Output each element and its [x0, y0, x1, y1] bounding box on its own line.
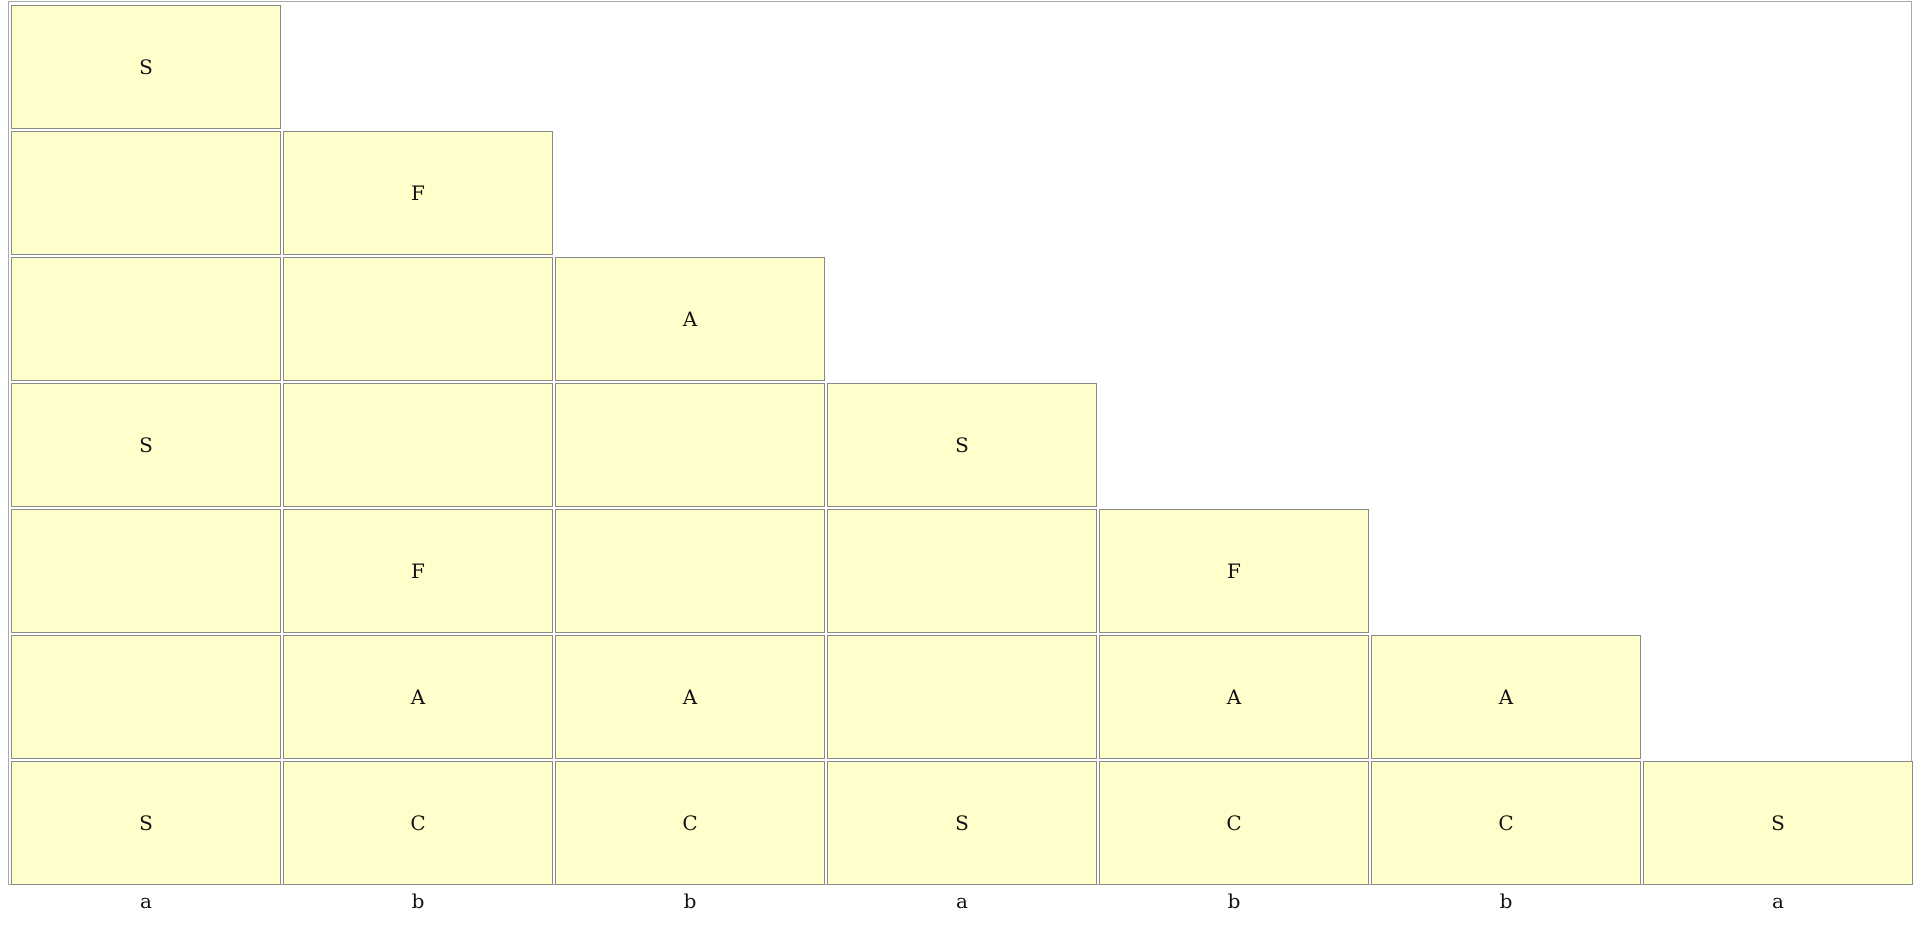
- table-cell-r4-c3: [555, 383, 825, 507]
- table-cell-r3-c3: A: [555, 257, 825, 381]
- table-cell-r7-c1: S: [11, 761, 281, 885]
- table-cell-r6-c2: A: [283, 635, 553, 759]
- table-cell-r6-c4: [827, 635, 1097, 759]
- table-cell-r6-c3: A: [555, 635, 825, 759]
- input-symbol-7: a: [1772, 889, 1784, 913]
- table-cell-r6-c1: [11, 635, 281, 759]
- table-cell-r7-c5: C: [1099, 761, 1369, 885]
- table-cell-r2-c1: [11, 131, 281, 255]
- table-cell-r7-c6: C: [1371, 761, 1641, 885]
- input-symbol-5: b: [1227, 889, 1241, 913]
- table-cell-r3-c2: [283, 257, 553, 381]
- table-cell-r1-c1: S: [11, 5, 281, 129]
- input-symbol-1: a: [140, 889, 152, 913]
- input-symbol-2: b: [411, 889, 425, 913]
- table-cell-r4-c4: S: [827, 383, 1097, 507]
- table-cell-r5-c2: F: [283, 509, 553, 633]
- table-cell-r4-c1: S: [11, 383, 281, 507]
- table-cell-r5-c3: [555, 509, 825, 633]
- table-cell-r7-c4: S: [827, 761, 1097, 885]
- table-cell-r5-c4: [827, 509, 1097, 633]
- table-cell-r5-c5: F: [1099, 509, 1369, 633]
- table-cell-r6-c5: A: [1099, 635, 1369, 759]
- input-symbol-6: b: [1499, 889, 1513, 913]
- table-cell-r6-c6: A: [1371, 635, 1641, 759]
- table-cell-r4-c2: [283, 383, 553, 507]
- table-cell-r7-c3: C: [555, 761, 825, 885]
- input-symbol-3: b: [683, 889, 697, 913]
- input-symbol-4: a: [956, 889, 968, 913]
- table-cell-r5-c1: [11, 509, 281, 633]
- table-cell-r3-c1: [11, 257, 281, 381]
- table-cell-r7-c2: C: [283, 761, 553, 885]
- table-cell-r7-c7: S: [1643, 761, 1913, 885]
- table-cell-r2-c2: F: [283, 131, 553, 255]
